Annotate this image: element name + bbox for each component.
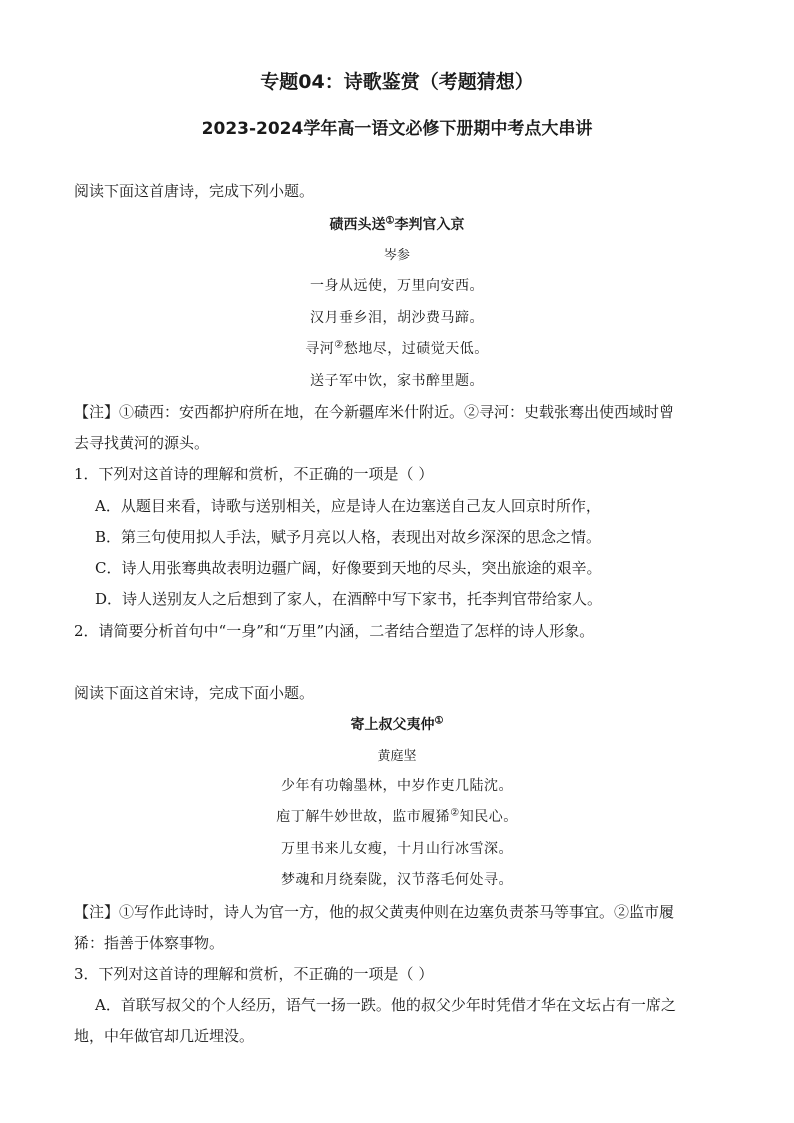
question-3: 3．下列对这首诗的理解和赏析，不正确的一项是（ ） <box>74 965 434 983</box>
poem2-verse-3: 万里书来儿女瘦，十月山行冰雪深。 <box>281 841 513 857</box>
poem1-verse-4: 送子军中饮，家书醉里题。 <box>310 373 484 389</box>
poem2-verse-2-pre: 庖丁解牛妙世故，监市履狶 <box>276 809 451 825</box>
question-3-option-a-line-1: A．首联写叔父的个人经历，语气一扬一跌。他的叔父少年时凭借才华在文坛占有一席之 <box>95 996 676 1014</box>
poem1-verse-3-post: 愁地尽，过碛觉天低。 <box>343 341 489 357</box>
page-title: 专题04：诗歌鉴赏（考题猜想） <box>260 71 534 93</box>
question-1: 1．下列对这首诗的理解和赏析，不正确的一项是（ ） <box>74 465 434 483</box>
poem1-verse-3 <box>0 338 794 358</box>
question-1-option-a: A．从题目来看，诗歌与送别相关，应是诗人在边塞送自己友人回京时所作， <box>95 497 601 515</box>
poem1-verse-3-pre: 寻河 <box>305 341 335 357</box>
poem2-verse-2 <box>0 806 794 826</box>
poem1-title-pre: 碛西头送 <box>329 217 386 233</box>
question-2: 2．请简要分析首句中“一身”和“万里”内涵，二者结合塑造了怎样的诗人形象。 <box>74 622 595 640</box>
poem1-title <box>0 214 794 234</box>
poem2-title-text: 寄上叔父夷仲 <box>350 717 435 733</box>
poem1-verse-3-note: ② <box>334 339 344 351</box>
poem2-title <box>0 714 794 734</box>
section2-intro: 阅读下面这首宋诗，完成下面小题。 <box>74 684 315 702</box>
poem2-author: 黄庭坚 <box>377 749 417 764</box>
poem1-note-line-2: 去寻找黄河的源头。 <box>74 434 210 452</box>
section1-intro: 阅读下面这首唐诗，完成下列小题。 <box>74 182 315 200</box>
question-1-option-c: C．诗人用张骞典故表明边疆广阔，好像要到天地的尽头，突出旅途的艰辛。 <box>95 559 602 577</box>
poem2-verse-2-post: 知民心。 <box>459 809 518 825</box>
poem2-verse-2-note: ② <box>450 807 460 819</box>
question-1-option-b: B．第三句使用拟人手法，赋予月亮以人格，表现出对故乡深深的思念之情。 <box>95 528 602 546</box>
poem1-title-post: 李判官入京 <box>394 217 465 233</box>
poem1-author: 岑参 <box>383 248 410 263</box>
page-subtitle: 2023-2024学年高一语文必修下册期中考点大串讲 <box>201 119 593 139</box>
poem2-verse-4: 梦魂和月绕秦陇，汉节落毛何处寻。 <box>281 872 513 888</box>
poem1-verse-1: 一身从远使，万里向安西。 <box>310 278 484 294</box>
poem1-title-note: ① <box>385 215 395 227</box>
poem2-title-note: ① <box>434 715 444 727</box>
poem1-verse-2: 汉月垂乡泪，胡沙费马蹄。 <box>310 310 484 326</box>
question-1-option-d: D．诗人送别友人之后想到了家人，在酒醉中写下家书，托李判官带给家人。 <box>95 590 603 608</box>
poem2-verse-1: 少年有功翰墨林，中岁作吏几陆沈。 <box>281 778 513 794</box>
poem2-note-line-1: 【注】①写作此诗时，诗人为官一方，他的叔父黄夷仲则在边塞负责茶马等事宜。②监市履 <box>74 903 675 921</box>
poem2-note-line-2: 狶：指善于体察事物。 <box>74 934 225 952</box>
poem1-note-line-1: 【注】①碛西：安西都护府所在地，在今新疆库米什附近。②寻河：史载张骞出使西域时曾 <box>74 403 675 421</box>
question-3-option-a-line-2: 地，中年做官却几近埋没。 <box>74 1027 255 1045</box>
